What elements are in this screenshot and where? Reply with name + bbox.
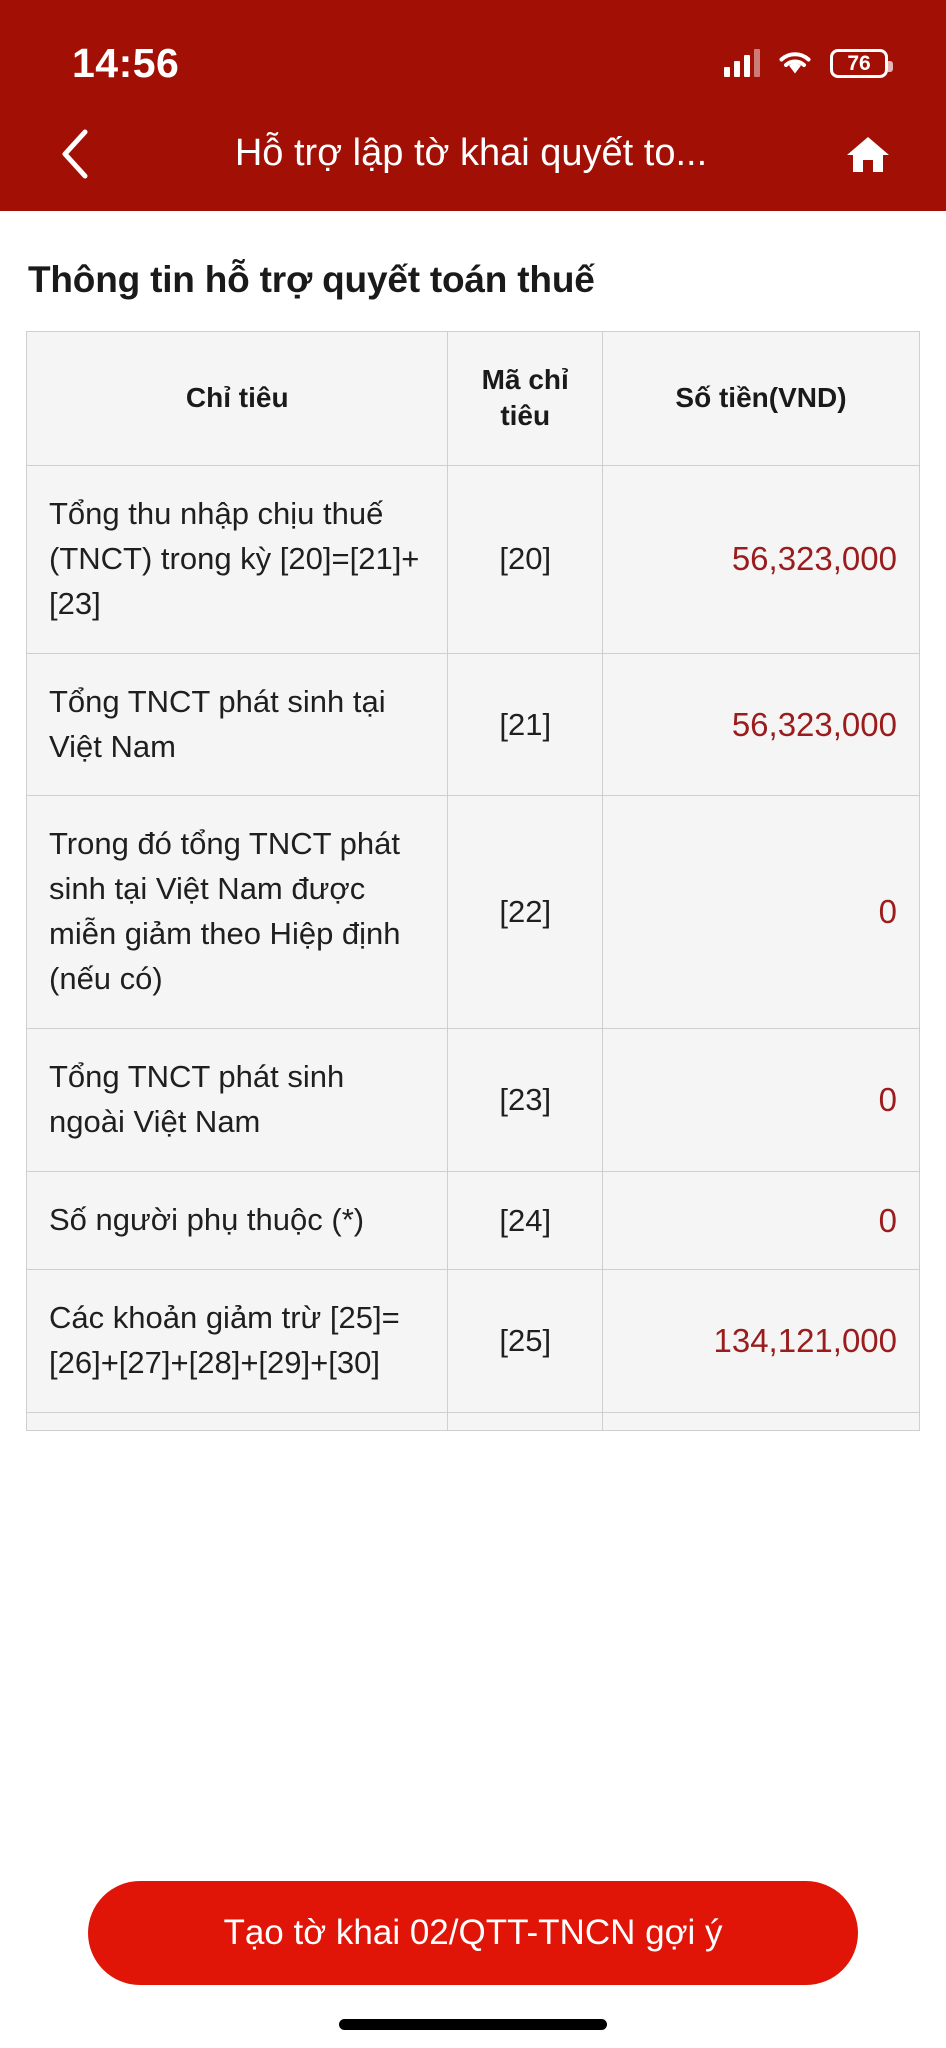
- battery-icon: [830, 49, 888, 78]
- row-code: [22]: [448, 796, 602, 1029]
- table-row-partial: [27, 1412, 920, 1430]
- column-header-amount: Số tiền(VND): [602, 332, 919, 466]
- row-label: Các khoản giảm trừ [25]=[26]+[27]+[28]+[29]+[30]: [27, 1270, 448, 1413]
- row-code: [25]: [448, 1270, 602, 1413]
- row-code: [24]: [448, 1172, 602, 1270]
- status-bar-clock: 14:56: [72, 39, 180, 86]
- row-label: Số người phụ thuộc (*): [27, 1172, 448, 1270]
- status-bar: [0, 30, 946, 96]
- table-header-row: [27, 332, 920, 466]
- row-label: Tổng TNCT phát sinh ngoài Việt Nam: [27, 1029, 448, 1172]
- table-row: [27, 1029, 920, 1172]
- status-bar-indicators: [724, 49, 888, 78]
- row-label: Tổng TNCT phát sinh tại Việt Nam: [27, 653, 448, 796]
- column-header-indicator: Chỉ tiêu: [27, 332, 448, 466]
- section-title: Thông tin hỗ trợ quyết toán thuế: [28, 259, 595, 300]
- row-amount: 56,323,000: [602, 465, 919, 653]
- tax-summary-table: [26, 331, 920, 1431]
- cellular-signal-icon: [724, 49, 760, 77]
- table-row: [27, 465, 920, 653]
- row-label: Trong đó tổng TNCT phát sinh tại Việt Nam được miễn giảm theo Hiệp định (nếu có): [27, 796, 448, 1029]
- row-label-partial: [27, 1412, 448, 1430]
- row-code-partial: [448, 1412, 602, 1430]
- back-button[interactable]: [46, 126, 102, 182]
- table-row: [27, 1172, 920, 1270]
- table-row: [27, 653, 920, 796]
- row-amount: 0: [602, 796, 919, 1029]
- row-amount: 0: [602, 1172, 919, 1270]
- row-code: [21]: [448, 653, 602, 796]
- home-button[interactable]: [840, 126, 896, 182]
- column-header-code: Mã chỉ tiêu: [448, 332, 602, 466]
- main-content: [0, 211, 946, 2048]
- home-indicator: [339, 2019, 607, 2030]
- top-bar: [0, 0, 946, 211]
- home-icon: [844, 132, 892, 176]
- row-amount-partial: [602, 1412, 919, 1430]
- battery-level-label: 76: [847, 51, 871, 75]
- row-code: [20]: [448, 465, 602, 653]
- row-label: Tổng thu nhập chịu thuế (TNCT) trong kỳ [20]=[21]+[23]: [27, 465, 448, 653]
- row-amount: 56,323,000: [602, 653, 919, 796]
- table-row: [27, 1270, 920, 1413]
- page-title: Hỗ trợ lập tờ khai quyết to...: [234, 132, 708, 174]
- create-declaration-button[interactable]: Tạo tờ khai 02/QTT-TNCN gợi ý: [88, 1881, 858, 1985]
- row-amount: 134,121,000: [602, 1270, 919, 1413]
- row-code: [23]: [448, 1029, 602, 1172]
- navigation-bar: [0, 96, 946, 211]
- wifi-icon: [776, 49, 814, 77]
- chevron-left-icon: [57, 126, 91, 182]
- table-row: [27, 796, 920, 1029]
- row-amount: 0: [602, 1029, 919, 1172]
- bottom-action-bar: [0, 1855, 946, 2048]
